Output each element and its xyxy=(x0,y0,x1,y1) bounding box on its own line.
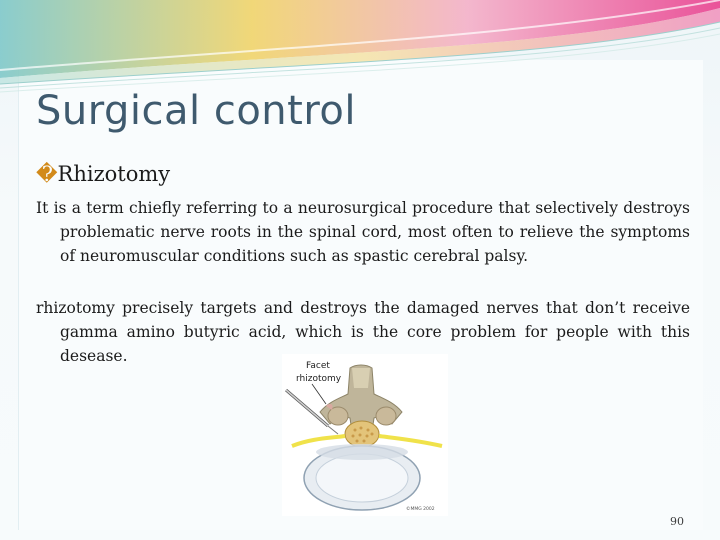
figure-label-line2: rhizotomy xyxy=(296,374,342,384)
body-paragraph-2: rhizotomy precisely targets and destroys the damaged nerves that don’t receive gamma amino butyric acid, which is the core problem for people with this desease. xyxy=(36,299,690,365)
bullet-heading xyxy=(36,162,170,186)
page-number: 90 xyxy=(670,515,684,528)
figure-copyright: ©MMG 2002 xyxy=(406,507,435,512)
decorative-banner xyxy=(0,0,720,95)
bullet-heading-text: Rhizotomy xyxy=(57,162,171,186)
body-paragraph-1: It is a term chiefly referring to a neurosurgical procedure that selectively destroys problematic nerve roots in the spinal cord, most often to relieve the symptoms of neuromuscular conditions such as spastic cerebral palsy. xyxy=(36,199,690,265)
figure-label-line1: Facet xyxy=(306,361,330,371)
slide-title: Surgical control xyxy=(36,88,356,134)
facet-rhizotomy-illustration xyxy=(282,354,448,516)
bullet-marker-icon: � xyxy=(36,162,58,186)
